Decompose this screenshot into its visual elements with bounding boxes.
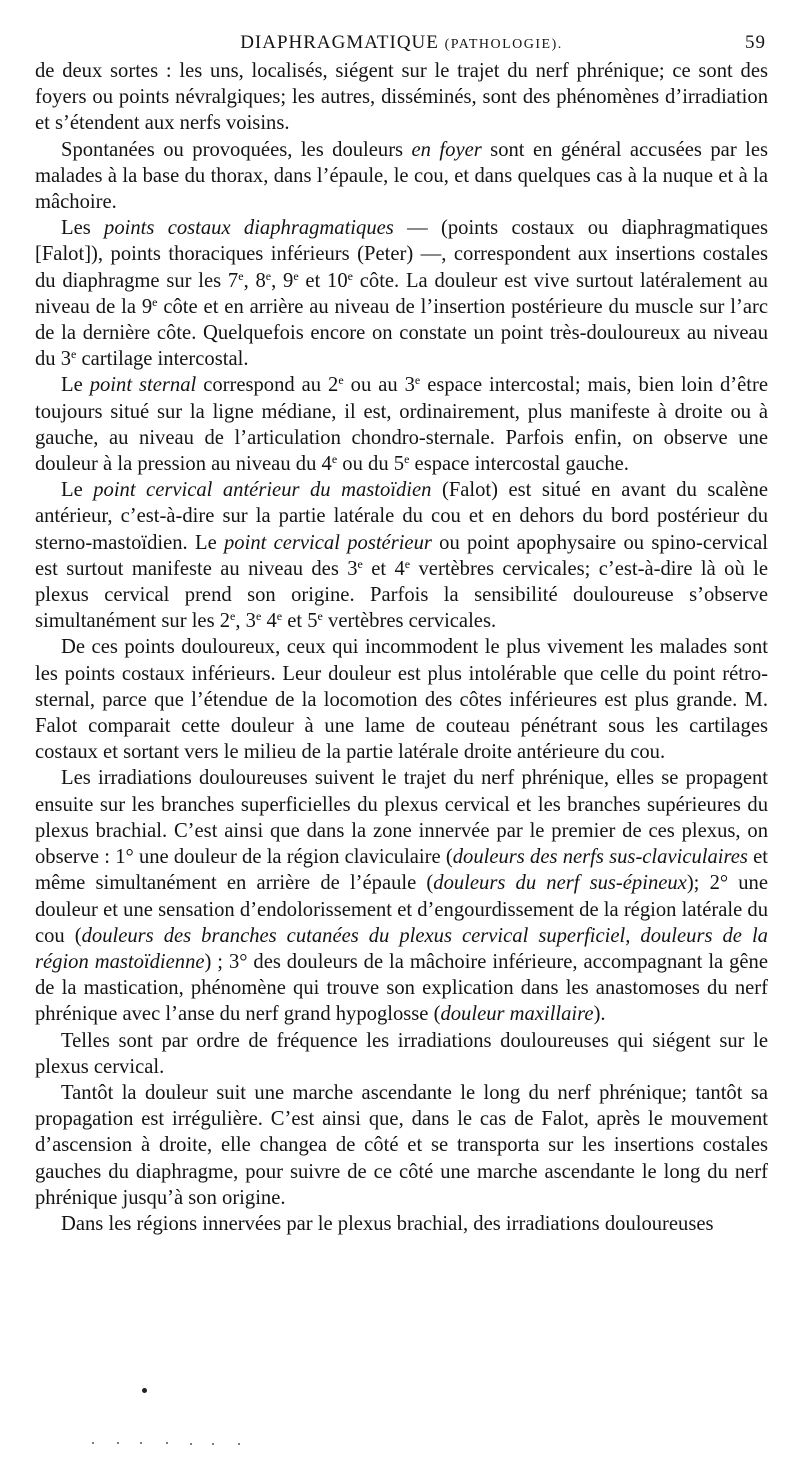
superscript: e bbox=[255, 609, 262, 624]
text-run: Spontanées ou provoquées, les douleurs bbox=[61, 138, 412, 161]
running-title-main: DIAPHRAGMATIQUE bbox=[240, 32, 439, 53]
text-run: , 9 bbox=[271, 269, 294, 292]
page-number: 59 bbox=[745, 32, 766, 53]
text-run: côte. La douleur est vive surtout latéralement au niveau de la 9 bbox=[35, 269, 768, 318]
superscript: e bbox=[357, 556, 363, 571]
ink-speck bbox=[92, 1442, 94, 1444]
paragraph bbox=[35, 1211, 768, 1237]
paragraph bbox=[35, 137, 768, 216]
text-run: Telles sont par ordre de fréquence les irradiations douloureuses qui siégent sur le plexus cervical. bbox=[35, 1029, 768, 1078]
superscript: e bbox=[230, 609, 236, 624]
superscript: e bbox=[404, 452, 410, 467]
ink-speck bbox=[142, 1388, 147, 1393]
text-run: ); 2° une douleur et une sensation d’endolorissement et d’engourdissement de la région latérale du cou ( bbox=[35, 872, 768, 947]
text-run: ou du 5 bbox=[337, 453, 405, 476]
superscript: e bbox=[71, 347, 77, 362]
text-run: sont en général accusées par les malades à la base du thorax, dans l’épaule, le cou, et dans quelques cas à la nuque et à la mâchoire. bbox=[35, 138, 768, 214]
text-run: et 4 bbox=[362, 557, 405, 580]
superscript: e bbox=[317, 609, 323, 624]
text-run: vertèbres cervicales. bbox=[322, 610, 497, 633]
italic-term: en foyer bbox=[411, 138, 482, 161]
text-run: ou au 3 bbox=[343, 374, 415, 397]
text-run: , 3 bbox=[235, 610, 256, 633]
text-run: Le bbox=[61, 479, 94, 502]
body-text bbox=[35, 58, 768, 1237]
text-run: et 10 bbox=[298, 269, 348, 292]
italic-term: douleurs des branches cutanées du plexus cervical superficiel, douleurs de la région mastoïdienne bbox=[35, 924, 768, 973]
superscript: e bbox=[414, 373, 421, 388]
text-run: côte et en arrière au niveau de l’insertion postérieure du muscle sur l’arc de la dernière côte. Quelquefois encore on constate un point très-douloureux au niveau du 3 bbox=[35, 295, 769, 371]
text-run: Les bbox=[61, 217, 105, 240]
text-run: correspond au 2 bbox=[196, 374, 339, 397]
book-page bbox=[35, 28, 768, 1237]
italic-term: point cervical postérieur bbox=[224, 531, 432, 554]
paragraph bbox=[35, 58, 768, 137]
superscript: e bbox=[404, 556, 411, 571]
paragraph bbox=[35, 765, 768, 1027]
text-run: Dans les régions innervées par le plexus brachial, des irradiations douloureuses bbox=[61, 1212, 714, 1235]
superscript: e bbox=[347, 268, 353, 283]
text-run: ). bbox=[593, 1003, 606, 1026]
superscript: e bbox=[338, 373, 344, 388]
superscript: e bbox=[276, 609, 283, 624]
text-run: et 5 bbox=[282, 610, 318, 633]
text-run: Le bbox=[61, 374, 90, 397]
paragraph bbox=[35, 477, 768, 634]
running-header bbox=[35, 28, 768, 58]
ink-speck bbox=[190, 1443, 192, 1445]
text-run: et même simultanément en arrière de l’épaule ( bbox=[35, 846, 768, 895]
running-title-sub: (PATHOLOGIE). bbox=[444, 37, 563, 52]
ink-speck bbox=[166, 1442, 168, 1444]
text-run: espace intercostal; mais, bien loin d’être toujours situé sur la ligne médiane, il est, ordinairement, plus manifeste à droite ou à gauche, au niveau de l’articulation chondro-sternale. Parfois enfin, on observe une douleur à la pression au niveau du 4 bbox=[35, 374, 768, 476]
text-run: espace intercostal gauche. bbox=[409, 453, 629, 476]
text-run: De ces points douloureux, ceux qui incommodent le plus vivement les malades sont les points costaux inférieurs. Leur douleur est plus intolérable que celle du point rétro-sternal, parce que l’étendue de la locomotion des côtes inférieures est plus grande. M. Falot comparait cette douleur à une lame de couteau pénétrant sous les cartilages costaux et sortant vers le milieu de la partie latérale droite antérieure du cou. bbox=[35, 636, 768, 764]
text-run: ) ; 3° des douleurs de la mâchoire inférieure, accompagnant la gêne de la mastication, phénomène qui trouve son explication dans les anastomoses du nerf phrénique avec l’anse du nerf grand hypoglosse ( bbox=[35, 950, 768, 1026]
ink-speck bbox=[117, 1442, 119, 1444]
paragraph bbox=[35, 215, 768, 372]
paragraph bbox=[35, 1028, 768, 1080]
text-run: de deux sortes : les uns, localisés, siégent sur le trajet du nerf phrénique; ce sont des foyers ou points névralgiques; les autres, disséminés, sont des phénomènes d’irradiation et s’étendent aux nerfs voisins. bbox=[35, 60, 768, 135]
italic-term: douleurs du nerf sus-épineux bbox=[433, 872, 687, 895]
superscript: e bbox=[265, 268, 272, 283]
paragraph bbox=[35, 372, 768, 477]
ink-speck bbox=[212, 1443, 214, 1445]
running-title bbox=[35, 32, 768, 54]
superscript: e bbox=[331, 452, 338, 467]
italic-term: douleurs des nerfs sus-claviculaires bbox=[452, 846, 748, 869]
paragraph bbox=[35, 1080, 768, 1211]
text-run: vertèbres cervicales; c’est-à-dire là où le plexus cervical prend son origine. Parfois la sensibilité douloureuse s’observe simultanément sur les 2 bbox=[35, 557, 768, 633]
text-run: — (points costaux ou diaphragmatiques [Falot]), points thoraciques inférieurs (Peter) —, correspondent aux insertions costales du diaphragme sur les 7 bbox=[35, 217, 769, 292]
italic-term: douleur maxillaire bbox=[440, 1003, 594, 1026]
text-run: cartilage intercostal. bbox=[76, 348, 249, 371]
text-run: 4 bbox=[261, 610, 277, 633]
ink-speck bbox=[140, 1442, 142, 1444]
superscript: e bbox=[293, 268, 299, 283]
italic-term: point sternal bbox=[89, 374, 197, 397]
text-run: ou point apophysaire ou spino-cervical est surtout manifeste au niveau des 3 bbox=[35, 531, 768, 580]
superscript: e bbox=[238, 268, 244, 283]
text-run: Les irradiations douloureuses suivent le trajet du nerf phrénique, elles se propagent ensuite sur les branches superficielles du plexus cervical et les branches supérieures du plexus brachial. C’est ainsi que dans la zone innervée par le premier de ces plexus, on observe : 1° une douleur de la région claviculaire ( bbox=[35, 767, 768, 869]
italic-term: points costaux diaphragmatiques bbox=[104, 217, 394, 240]
text-run: (Falot) est situé en avant du scalène antérieur, c’est-à-dire sur la partie latérale du cou et en dehors du bord postérieur du sterno-mastoïdien. Le bbox=[35, 479, 768, 554]
paragraph bbox=[35, 634, 768, 765]
superscript: e bbox=[152, 294, 158, 309]
italic-term: point cervical antérieur du mastoïdien bbox=[93, 479, 432, 502]
text-run: Tantôt la douleur suit une marche ascendante le long du nerf phrénique; tantôt sa propagation est irrégulière. C’est ainsi que, dans le cas de Falot, après le mouvement d’ascension à droite, elle changea de côté et se transporta sur les insertions costales gauches du diaphragme, pour suivre de ce côté une marche ascendante le long du nerf phrénique jusqu’à son origine. bbox=[35, 1081, 768, 1209]
scan-specks bbox=[0, 1380, 800, 1460]
text-run: , 8 bbox=[243, 269, 266, 292]
ink-speck bbox=[238, 1443, 240, 1445]
